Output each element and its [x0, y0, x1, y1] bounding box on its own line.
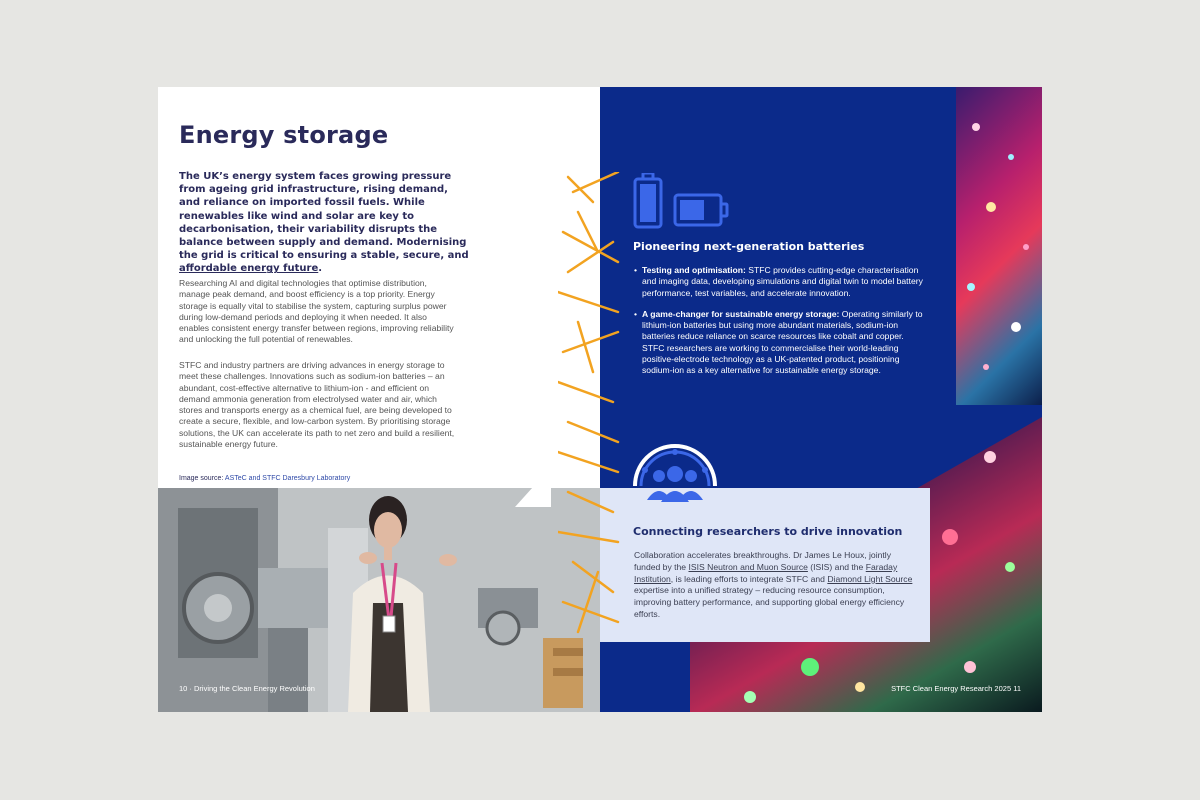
lead-text: The UK’s energy system faces growing pressure from ageing grid infrastructure, rising demand, and reliance on imported fossil fuels. While renewables like wind and solar are key to decarbonisation, their variability disrupts the balance between supply and demand. Modernising the grid is critical to ensuring a stable, secure, and	[179, 171, 469, 262]
left-page	[158, 87, 600, 712]
image-credit-link[interactable]: ASTeC and STFC Daresbury Laboratory	[224, 475, 351, 482]
right-page	[600, 87, 1042, 712]
page-footer-left: 10 · Driving the Clean Energy Revolution	[179, 684, 315, 693]
image-credit	[179, 475, 350, 482]
battery-full-icon	[633, 173, 731, 229]
lab-photo-illustration	[158, 488, 600, 712]
battery-icons	[633, 173, 731, 234]
lead-paragraph	[179, 170, 469, 276]
bullet-1-heading: Testing and optimisation:	[642, 265, 746, 275]
body-paragraph-2: STFC and industry partners are driving advances in energy storage to meet these challenges. Innovations such as sodium-ion batteries – an abundant, cost-effective alternative to lithium-ion - and efficient on demand ammonia generation from electrolysed water and air, which stores and transports energy as a chemical fuel, are being developed to create a secure, flexible, and low-carbon system. By prioritising storage solutions, the UK can accelerate its path to net zero and build a resilient, sustainable energy future.	[179, 360, 455, 450]
section-2-text-1: Collaboration accelerates breakthroughs. Dr James Le Houx, jointly funded by the	[634, 550, 891, 572]
diamond-link[interactable]: Diamond Light Source	[827, 573, 913, 584]
people-network-icon	[633, 444, 717, 504]
section-1-bullets	[634, 265, 924, 387]
lead-end: .	[318, 263, 323, 275]
section-2-text-2: (ISIS) and the	[807, 561, 866, 572]
section-2-text-3: , is leading efforts to integrate STFC and	[670, 573, 828, 584]
fiber-optic-dots-top	[956, 87, 1042, 405]
people-network-icon-wrap	[633, 444, 717, 509]
image-credit-label: Image source:	[179, 475, 224, 482]
isis-link[interactable]: ISIS Neutron and Muon Source	[688, 561, 808, 572]
page-footer-right: STFC Clean Energy Research 2025 11	[891, 684, 1021, 693]
brochure-spread	[158, 87, 1042, 712]
page-title: Energy storage	[179, 121, 389, 149]
bullet-1-text: STFC provides cutting-edge characterisation and imaging data, developing simulations and digital twin to model battery performance, test variables, and accelerate innovation.	[642, 265, 923, 298]
fiber-optic-image-top	[956, 87, 1042, 405]
section-2-title: Connecting researchers to drive innovation	[633, 525, 903, 538]
bullet-2-heading: A game-changer for sustainable energy storage:	[642, 308, 840, 319]
photo-notch	[515, 467, 551, 507]
orange-stroke-decoration	[558, 172, 628, 642]
body-paragraph-1: Researching AI and digital technologies that optimise distribution, manage peak demand, and boost efficiency is a top priority. Energy storage is equally vital to stabilise the system, capturing surplus power during low-demand periods and deploying it when needed. It also enables consistent energy transfer between regions, improving reliability and unlocking the full potential of renewables.	[179, 278, 454, 345]
section-1-title: Pioneering next-generation batteries	[633, 240, 865, 253]
faraday-link[interactable]: Faraday Institution	[634, 561, 898, 584]
section-2-text-4: expertise into a unified strategy – reducing resource consumption, improving battery performance, and supporting global energy efficiency efforts.	[634, 585, 905, 619]
bullet-game-changer	[634, 309, 924, 377]
bullet-2-text: Operating similarly to lithium-ion batteries but using more abundant materials, sodium-ion batteries reduce reliance on scarce resources like cobalt and copper. STFC researchers are working to commercialise their world-leading positive-electrode technology as a UK-patented product, positioning sodium-ion as a key alternative for sustainable energy storage.	[642, 308, 923, 376]
bullet-testing	[634, 265, 924, 299]
section-2-text	[634, 550, 919, 621]
affordable-energy-link[interactable]: affordable energy future	[179, 263, 319, 275]
lab-photo	[158, 488, 600, 712]
